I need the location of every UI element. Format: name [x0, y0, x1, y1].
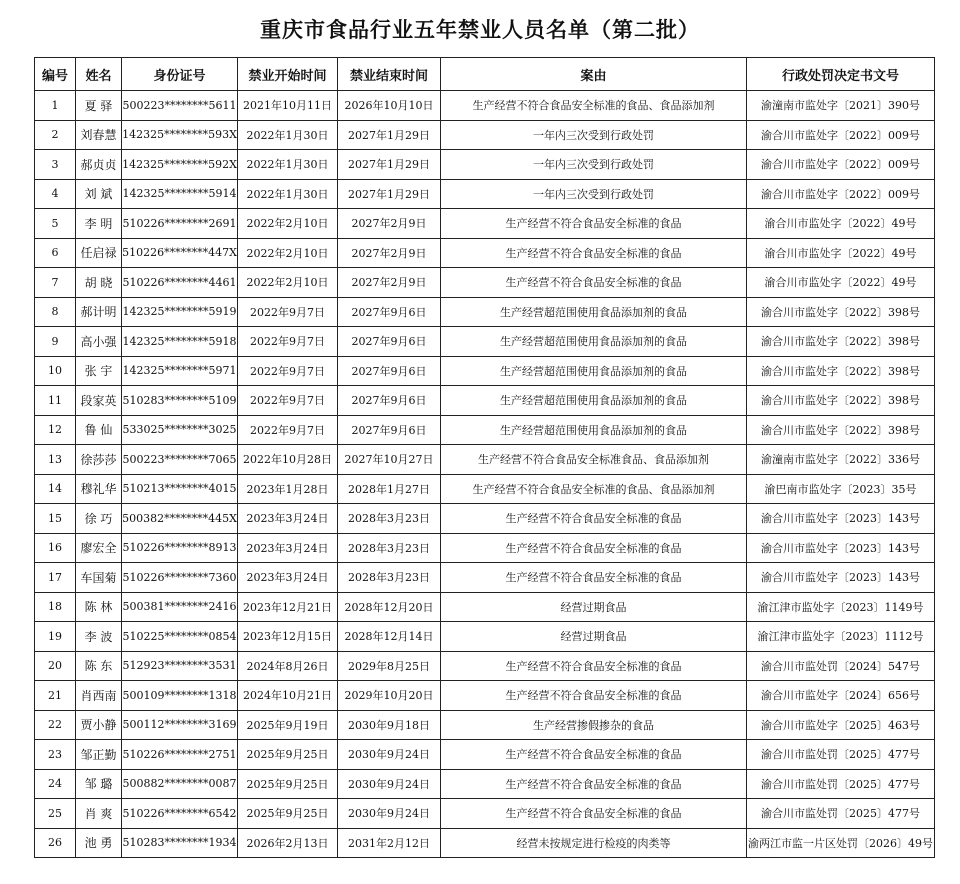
- cell-id-number: 510226********447X: [122, 238, 238, 268]
- cell-decision-number: 渝江津市监处字〔2023〕1149号: [747, 592, 935, 622]
- table-header-row: [35, 58, 935, 91]
- table-row: [35, 297, 935, 327]
- cell-end-date: 2027年1月29日: [338, 150, 441, 180]
- cell-id-number: 142325********593X: [122, 120, 238, 150]
- cell-decision-number: 渝潼南市监处字〔2022〕336号: [747, 445, 935, 475]
- table-row: [35, 651, 935, 681]
- table-row: [35, 681, 935, 711]
- cell-number: 14: [35, 474, 76, 504]
- cell-reason: 生产经营不符合食品安全标准的食品: [441, 268, 747, 298]
- cell-decision-number: 渝合川市监处字〔2023〕143号: [747, 563, 935, 593]
- cell-id-number: 510225********0854: [122, 622, 238, 652]
- table-row: [35, 710, 935, 740]
- cell-id-number: 510283********1934: [122, 828, 238, 858]
- cell-reason: 生产经营不符合食品安全标准的食品: [441, 563, 747, 593]
- cell-id-number: 500223********7065: [122, 445, 238, 475]
- cell-start-date: 2023年3月24日: [238, 563, 338, 593]
- table-row: [35, 238, 935, 268]
- cell-end-date: 2031年2月12日: [338, 828, 441, 858]
- cell-reason: 生产经营不符合食品安全标准的食品: [441, 504, 747, 534]
- cell-id-number: 510213********4015: [122, 474, 238, 504]
- cell-name: 邹 璐: [76, 769, 122, 799]
- cell-start-date: 2021年10月11日: [238, 91, 338, 121]
- table-row: [35, 91, 935, 121]
- cell-number: 11: [35, 386, 76, 416]
- cell-id-number: 533025********3025: [122, 415, 238, 445]
- cell-decision-number: 渝两江市监一片区处罚〔2026〕49号: [747, 828, 935, 858]
- cell-number: 5: [35, 209, 76, 239]
- cell-end-date: 2027年9月6日: [338, 386, 441, 416]
- cell-start-date: 2023年3月24日: [238, 533, 338, 563]
- cell-number: 12: [35, 415, 76, 445]
- cell-name: 段家英: [76, 386, 122, 416]
- col-header-name: 姓名: [76, 58, 122, 91]
- cell-end-date: 2030年9月24日: [338, 769, 441, 799]
- table-row: [35, 740, 935, 770]
- cell-end-date: 2029年10月20日: [338, 681, 441, 711]
- cell-number: 26: [35, 828, 76, 858]
- cell-name: 肖西南: [76, 681, 122, 711]
- cell-id-number: 510226********2691: [122, 209, 238, 239]
- cell-start-date: 2022年10月28日: [238, 445, 338, 475]
- cell-start-date: 2022年9月7日: [238, 327, 338, 357]
- cell-reason: 生产经营不符合食品安全标准的食品: [441, 651, 747, 681]
- cell-number: 19: [35, 622, 76, 652]
- table-row: [35, 474, 935, 504]
- cell-name: 郝贞贞: [76, 150, 122, 180]
- col-header-end: 禁业结束时间: [338, 58, 441, 91]
- cell-start-date: 2022年1月30日: [238, 179, 338, 209]
- cell-number: 7: [35, 268, 76, 298]
- cell-name: 胡 晓: [76, 268, 122, 298]
- cell-reason: 经营过期食品: [441, 622, 747, 652]
- cell-name: 张 宇: [76, 356, 122, 386]
- cell-reason: 生产经营不符合食品安全标准的食品: [441, 238, 747, 268]
- cell-decision-number: 渝合川市监处字〔2022〕398号: [747, 386, 935, 416]
- cell-start-date: 2023年3月24日: [238, 504, 338, 534]
- cell-end-date: 2027年9月6日: [338, 327, 441, 357]
- table-row: [35, 120, 935, 150]
- table-row: [35, 592, 935, 622]
- cell-name: 陈 林: [76, 592, 122, 622]
- table-row: [35, 445, 935, 475]
- cell-name: 穆礼华: [76, 474, 122, 504]
- document-title: 重庆市食品行业五年禁业人员名单（第二批）: [260, 18, 700, 42]
- table-row: [35, 622, 935, 652]
- cell-start-date: 2022年9月7日: [238, 415, 338, 445]
- cell-id-number: 510226********6542: [122, 799, 238, 829]
- col-header-decision: 行政处罚决定书文号: [747, 58, 935, 91]
- cell-start-date: 2022年1月30日: [238, 150, 338, 180]
- cell-reason: 生产经营不符合食品安全标准的食品: [441, 740, 747, 770]
- cell-name: 高小强: [76, 327, 122, 357]
- banned-personnel-table: [34, 57, 935, 858]
- cell-reason: 生产经营不符合食品安全标准的食品: [441, 209, 747, 239]
- cell-id-number: 510283********5109: [122, 386, 238, 416]
- cell-end-date: 2028年12月14日: [338, 622, 441, 652]
- cell-start-date: 2022年9月7日: [238, 386, 338, 416]
- cell-end-date: 2027年2月9日: [338, 268, 441, 298]
- cell-id-number: 500109********1318: [122, 681, 238, 711]
- cell-start-date: 2025年9月19日: [238, 710, 338, 740]
- cell-id-number: 500112********3169: [122, 710, 238, 740]
- cell-decision-number: 渝合川市监处字〔2022〕398号: [747, 327, 935, 357]
- cell-id-number: 512923********3531: [122, 651, 238, 681]
- cell-reason: 一年内三次受到行政处罚: [441, 120, 747, 150]
- cell-decision-number: 渝巴南市监处字〔2023〕35号: [747, 474, 935, 504]
- cell-decision-number: 渝合川市监处字〔2024〕656号: [747, 681, 935, 711]
- cell-decision-number: 渝合川市监处字〔2022〕49号: [747, 209, 935, 239]
- cell-end-date: 2030年9月24日: [338, 799, 441, 829]
- cell-end-date: 2027年1月29日: [338, 179, 441, 209]
- cell-end-date: 2028年12月20日: [338, 592, 441, 622]
- col-header-reason: 案由: [441, 58, 747, 91]
- cell-number: 8: [35, 297, 76, 327]
- cell-number: 17: [35, 563, 76, 593]
- cell-number: 9: [35, 327, 76, 357]
- table-row: [35, 209, 935, 239]
- cell-decision-number: 渝合川市监处字〔2023〕143号: [747, 504, 935, 534]
- cell-end-date: 2027年9月6日: [338, 356, 441, 386]
- cell-reason: 生产经营不符合食品安全标准的食品: [441, 799, 747, 829]
- cell-end-date: 2027年2月9日: [338, 238, 441, 268]
- cell-name: 李 明: [76, 209, 122, 239]
- cell-end-date: 2028年3月23日: [338, 563, 441, 593]
- cell-id-number: 510226********8913: [122, 533, 238, 563]
- cell-reason: 经营过期食品: [441, 592, 747, 622]
- cell-start-date: 2022年9月7日: [238, 297, 338, 327]
- cell-number: 13: [35, 445, 76, 475]
- col-header-number: 编号: [35, 58, 76, 91]
- cell-name: 车国菊: [76, 563, 122, 593]
- table-row: [35, 179, 935, 209]
- cell-decision-number: 渝合川市监处罚〔2025〕477号: [747, 799, 935, 829]
- cell-decision-number: 渝合川市监处字〔2022〕49号: [747, 268, 935, 298]
- cell-reason: 生产经营超范围使用食品添加剂的食品: [441, 356, 747, 386]
- cell-start-date: 2022年2月10日: [238, 209, 338, 239]
- cell-end-date: 2027年1月29日: [338, 120, 441, 150]
- cell-start-date: 2022年1月30日: [238, 120, 338, 150]
- cell-name: 邹正勤: [76, 740, 122, 770]
- cell-name: 肖 爽: [76, 799, 122, 829]
- cell-end-date: 2028年1月27日: [338, 474, 441, 504]
- cell-start-date: 2025年9月25日: [238, 799, 338, 829]
- table-row: [35, 268, 935, 298]
- cell-number: 24: [35, 769, 76, 799]
- table-row: [35, 504, 935, 534]
- table-row: [35, 327, 935, 357]
- cell-start-date: 2023年12月21日: [238, 592, 338, 622]
- cell-number: 16: [35, 533, 76, 563]
- cell-number: 25: [35, 799, 76, 829]
- cell-start-date: 2024年10月21日: [238, 681, 338, 711]
- cell-number: 1: [35, 91, 76, 121]
- cell-name: 刘 斌: [76, 179, 122, 209]
- cell-id-number: 142325********5971: [122, 356, 238, 386]
- cell-id-number: 142325********5919: [122, 297, 238, 327]
- cell-number: 23: [35, 740, 76, 770]
- cell-start-date: 2026年2月13日: [238, 828, 338, 858]
- table-row: [35, 828, 935, 858]
- table-row: [35, 769, 935, 799]
- cell-decision-number: 渝合川市监处字〔2022〕009号: [747, 179, 935, 209]
- cell-reason: 一年内三次受到行政处罚: [441, 179, 747, 209]
- cell-start-date: 2022年2月10日: [238, 238, 338, 268]
- col-header-start: 禁业开始时间: [238, 58, 338, 91]
- cell-name: 廖宏全: [76, 533, 122, 563]
- cell-end-date: 2027年9月6日: [338, 297, 441, 327]
- cell-decision-number: 渝合川市监处字〔2022〕398号: [747, 356, 935, 386]
- cell-id-number: 142325********5918: [122, 327, 238, 357]
- cell-reason: 生产经营掺假掺杂的食品: [441, 710, 747, 740]
- cell-name: 徐 巧: [76, 504, 122, 534]
- cell-number: 6: [35, 238, 76, 268]
- cell-number: 22: [35, 710, 76, 740]
- cell-reason: 生产经营超范围使用食品添加剂的食品: [441, 297, 747, 327]
- cell-decision-number: 渝合川市监处字〔2022〕009号: [747, 150, 935, 180]
- cell-id-number: 142325********592X: [122, 150, 238, 180]
- cell-number: 4: [35, 179, 76, 209]
- cell-reason: 生产经营超范围使用食品添加剂的食品: [441, 415, 747, 445]
- cell-name: 刘春慧: [76, 120, 122, 150]
- table-row: [35, 415, 935, 445]
- cell-start-date: 2025年9月25日: [238, 740, 338, 770]
- cell-reason: 生产经营不符合食品安全标准的食品: [441, 769, 747, 799]
- cell-end-date: 2028年3月23日: [338, 533, 441, 563]
- cell-start-date: 2023年1月28日: [238, 474, 338, 504]
- cell-decision-number: 渝合川市监处罚〔2024〕547号: [747, 651, 935, 681]
- cell-reason: 一年内三次受到行政处罚: [441, 150, 747, 180]
- cell-reason: 生产经营超范围使用食品添加剂的食品: [441, 327, 747, 357]
- cell-end-date: 2030年9月18日: [338, 710, 441, 740]
- cell-id-number: 142325********5914: [122, 179, 238, 209]
- cell-decision-number: 渝合川市监处字〔2022〕009号: [747, 120, 935, 150]
- cell-reason: 生产经营不符合食品安全标准的食品、食品添加剂: [441, 91, 747, 121]
- cell-number: 15: [35, 504, 76, 534]
- cell-name: 池 勇: [76, 828, 122, 858]
- table-row: [35, 356, 935, 386]
- cell-end-date: 2030年9月24日: [338, 740, 441, 770]
- cell-start-date: 2024年8月26日: [238, 651, 338, 681]
- cell-reason: 生产经营超范围使用食品添加剂的食品: [441, 386, 747, 416]
- table-row: [35, 563, 935, 593]
- cell-start-date: 2025年9月25日: [238, 769, 338, 799]
- cell-decision-number: 渝合川市监处字〔2022〕49号: [747, 238, 935, 268]
- cell-number: 20: [35, 651, 76, 681]
- cell-number: 2: [35, 120, 76, 150]
- table-row: [35, 799, 935, 829]
- cell-start-date: 2022年9月7日: [238, 356, 338, 386]
- cell-decision-number: 渝合川市监处字〔2025〕463号: [747, 710, 935, 740]
- cell-name: 鲁 仙: [76, 415, 122, 445]
- cell-id-number: 510226********4461: [122, 268, 238, 298]
- cell-reason: 生产经营不符合食品安全标准的食品、食品添加剂: [441, 474, 747, 504]
- cell-id-number: 500381********2416: [122, 592, 238, 622]
- cell-end-date: 2029年8月25日: [338, 651, 441, 681]
- cell-decision-number: 渝合川市监处罚〔2025〕477号: [747, 740, 935, 770]
- cell-decision-number: 渝合川市监处字〔2022〕398号: [747, 297, 935, 327]
- cell-name: 徐莎莎: [76, 445, 122, 475]
- cell-end-date: 2026年10月10日: [338, 91, 441, 121]
- cell-end-date: 2027年9月6日: [338, 415, 441, 445]
- cell-name: 郝计明: [76, 297, 122, 327]
- cell-reason: 生产经营不符合食品安全标准食品、食品添加剂: [441, 445, 747, 475]
- cell-reason: 生产经营不符合食品安全标准的食品: [441, 681, 747, 711]
- table-row: [35, 386, 935, 416]
- cell-number: 10: [35, 356, 76, 386]
- cell-name: 夏 驿: [76, 91, 122, 121]
- cell-decision-number: 渝合川市监处字〔2022〕398号: [747, 415, 935, 445]
- col-header-id: 身份证号: [122, 58, 238, 91]
- cell-reason: 经营未按规定进行检疫的肉类等: [441, 828, 747, 858]
- cell-number: 18: [35, 592, 76, 622]
- cell-name: 李 波: [76, 622, 122, 652]
- cell-end-date: 2027年2月9日: [338, 209, 441, 239]
- cell-start-date: 2022年2月10日: [238, 268, 338, 298]
- cell-decision-number: 渝潼南市监处字〔2021〕390号: [747, 91, 935, 121]
- cell-end-date: 2028年3月23日: [338, 504, 441, 534]
- table-row: [35, 150, 935, 180]
- cell-decision-number: 渝江津市监处字〔2023〕1112号: [747, 622, 935, 652]
- cell-id-number: 510226********2751: [122, 740, 238, 770]
- cell-id-number: 500382********445X: [122, 504, 238, 534]
- cell-start-date: 2023年12月15日: [238, 622, 338, 652]
- cell-id-number: 500223********5611: [122, 91, 238, 121]
- cell-decision-number: 渝合川市监处字〔2023〕143号: [747, 533, 935, 563]
- cell-number: 21: [35, 681, 76, 711]
- cell-reason: 生产经营不符合食品安全标准的食品: [441, 533, 747, 563]
- table-row: [35, 533, 935, 563]
- cell-name: 任启禄: [76, 238, 122, 268]
- table-body: [35, 91, 935, 858]
- cell-name: 贾小静: [76, 710, 122, 740]
- cell-number: 3: [35, 150, 76, 180]
- cell-id-number: 500882********0087: [122, 769, 238, 799]
- cell-name: 陈 东: [76, 651, 122, 681]
- cell-id-number: 510226********7360: [122, 563, 238, 593]
- cell-end-date: 2027年10月27日: [338, 445, 441, 475]
- cell-decision-number: 渝合川市监处罚〔2025〕477号: [747, 769, 935, 799]
